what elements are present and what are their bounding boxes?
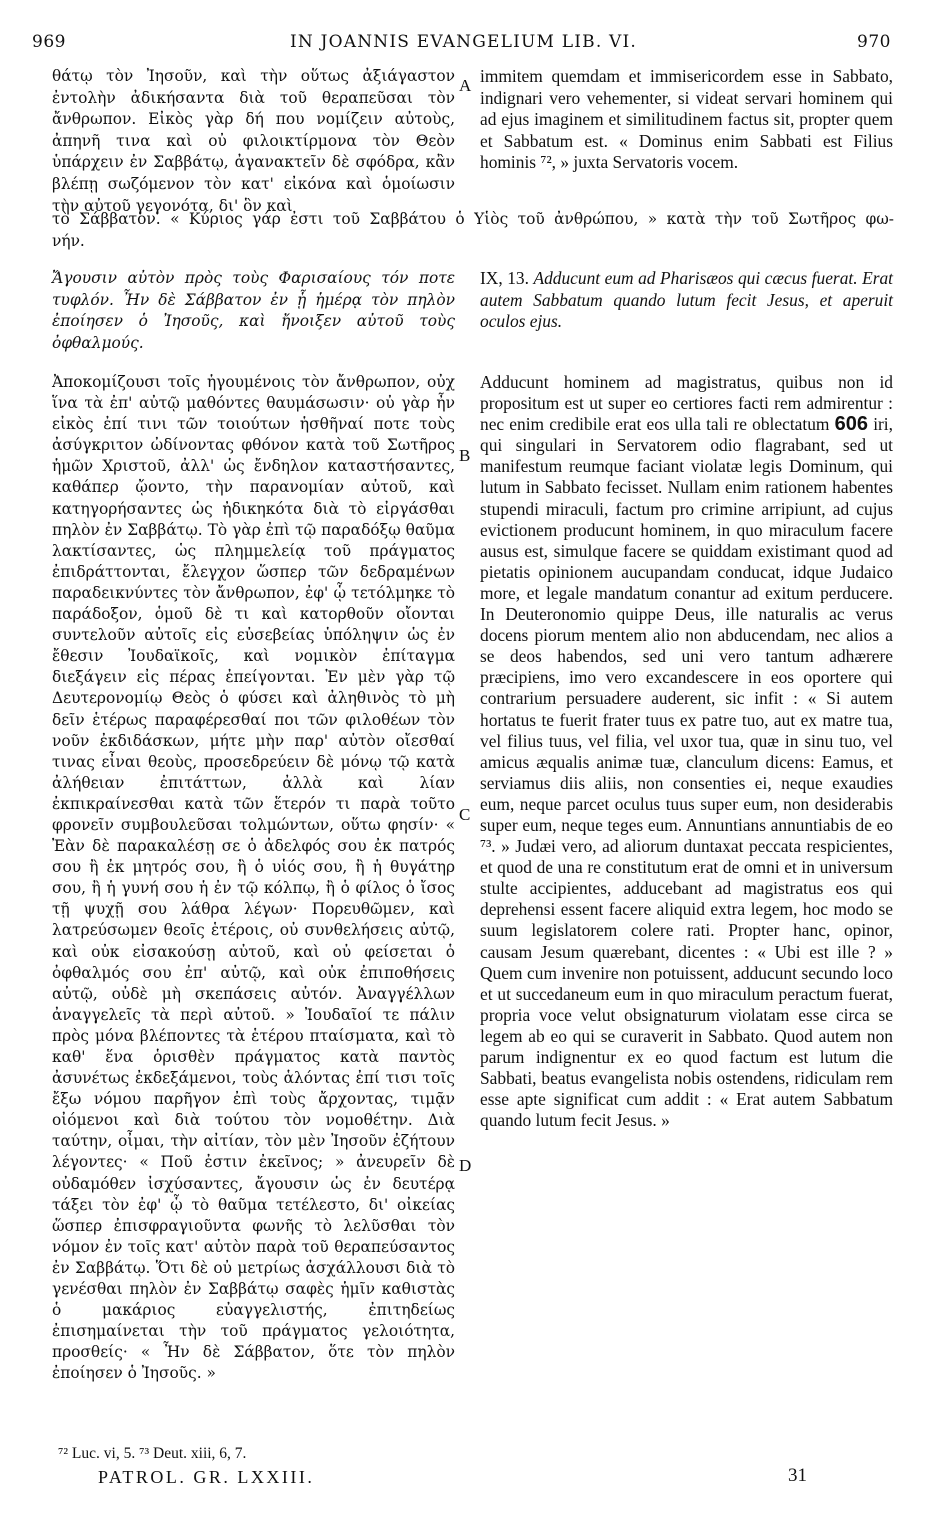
margin-letter-b: B (459, 446, 471, 465)
margin-letter-d: D (459, 1156, 472, 1175)
greek-commentary: Ἀποκομίζουσι τοῖς ἡγουμένοις τὸν ἄνθρωπον, οὐχ ἵνα τὰ ἐπ' αὐτῷ μαθόντες θαυμάσωσιν· οὐ γὰρ ἦν εἰκὸς ἐπί τινι τῶν τοιούτων ἡσθῆναί ποτε τοὺς ἀσύγκριτον ὠδίνοντας φθόνον κατὰ τοῦ Σωτῆρος ἡμῶν Χριστοῦ, ἀλλ' ὡς ἔνδηλον καταστήσαντες, καθάπερ ᾤοντο, τὴν παρανομίαν αὐτοῦ, καὶ κατηγορήσαντες ὡς ἠδικηκότα διὰ τὸ εἰργάσθαι πηλὸν ἐν Σαββάτῳ. Τὸ γὰρ ἐπὶ τῷ παραδόξῳ θαῦμα λακτίσαντες, ὡς πλημμελείᾳ τοῦ πράγματος ἐπιδράττονται, ἔλεγχον ὥσπερ τῶν δεδραμένων παραδεικνύντες τὸν ἄνθρωπον, ἐφ' ᾧ τετόλμηκε τὸ παράδοξον, ὁμοῦ δὲ τι καὶ κατορθοῦν οἴονται συντελοῦν αὐτοῖς εἰς εὐσεβείας ὑπόληψιν ὡς ἐν ἔθεσιν Ἰουδαϊκοῖς, καὶ νομικὸν ἐπίταγμα διεξάγειν εἰς πέρας ἐπείγονται. Ἐν μὲν γὰρ τῷ Δευτερονομίῳ Θεὸς ὁ φύσει καὶ ἀληθινὸς τὸ μὴ δεῖν ἑτέρως παραφέρεσθαί ποι τῶν φιλοθέων τὸν νοῦν ἐκδιδάσκων, μήτε μὴν παρ' αὐτὸν οἴεσθαί τινας εἶναι θεοὺς, προσεδρεύειν δὲ μόνῳ τῷ κατὰ ἀλήθειαν ἐπιτάττων, ἀλλὰ καὶ λίαν ἐκπικραίνεσθαι κατὰ τῶν ἕτερόν τι παρὰ τοῦτο φρονεῖν συμβουλεῦσαι τολμώντων, οὕτω φησίν· « Ἐὰν δὲ παρακαλέσῃ σε ὁ ἀδελφός σου ἐκ πατρός σου ἢ ἐκ μητρός σου, ἢ ὁ υἱός σου, ἢ ἡ θυγάτηρ σου, ἢ ἡ γυνή σου ἡ ἐν τῷ κόλπῳ, ἢ ὁ φίλος ὁ ἴσος τῇ ψυχῇ σου λάθρα λέγων· Πορευθῶμεν, καὶ λατρεύσωμεν θεοῖς ἑτέροις, οὐ συνθελήσεις αὐτῷ, καὶ οὐκ εἰσακούσῃ αὐτοῦ, καὶ οὐ φείσεται ὁ ὀφθαλμός σου ἐπ' αὐτῷ, καὶ οὐκ ἐπιποθήσεις αὐτῷ, οὐδὲ μὴ σκεπάσεις αὐτόν. Ἀναγγέλλων ἀναγγελεῖς τὰ περὶ αὐτοῦ. » Ἰουδαῖοί τε πάλιν πρὸς μόνα βλέποντες τὰ ἑτέρου πταίσματα, καὶ τὸ καθ' ἕνα ὁρισθὲν πράγματος κατὰ παντὸς ἀσυνέτως ἐκδεξάμενοι, τοὺς ἁλόντας ἐπί τισι τοῖς ἔξω νόμου παρῆγον ἐπὶ τοὺς ἄρχοντας, τιμᾷν οἰόμενοι καὶ διὰ τούτου τὸν νομοθέτην. Διὰ ταύτην, οἶμαι, τὴν αἰτίαν, τὸν μὲν Ἰησοῦν ἐζήτουν λέγοντες· « Ποῦ ἐστιν ἐκεῖνος; » ἀνευρεῖν δὲ οὐδαμόθεν ἰσχύσαντες, ἄγουσιν ὡς ἐν δευτέρᾳ τάξει τὸν ἐφ' ᾧ τὸ θαῦμα τετέλεστο, δι' οἰκείας ὥσπερ ἐπισφραγιοῦντα φωνῆς τὸ λελῦσθαι τὸν νόμον ἐν τοῖς κατ' αὐτὸν παρὰ τοῦ θεραπεύσαντος ἐν Σαββάτῳ. Ὅτι δὲ οὐ μετρίως ἀσχάλλουσι διὰ τὸ γενέσθαι πηλὸν ἐν Σαββάτῳ σαφὲς ἡμῖν καθιστὰς ὁ μακάριος εὐαγγελιστής, ἐπιτηδείως ἐπισημαίνεται τὴν τοῦ πράγματος γελοιότητα, προσθείς· « Ἦν δὲ Σάββατον, ὅτε τὸν πηλὸν ἐποίησεν ὁ Ἰησοῦς. » (52, 373, 455, 1383)
latin-top-text: immitem quemdam et immisericordem esse in Sabbato, indignari vero vehementer, si videat servari hominem qui ad ejus imaginem et similitudinem factus sit, propter quem et Sabbatum est. « Dominus enim Sabbati est Filius hominis ⁷², » juxta Servatoris vocem. (480, 66, 893, 173)
migne-page-marker: 606 (834, 413, 868, 436)
latin-commentary: Adducunt hominem ad magistratus, quibus non id propositum est ut super eo certiores facti rem admirentur : nec enim credibile erat eos ulla tali re oblectatum 606 iri, qui singulari in Servatorem odio flagrabant, sed ut manifestum reumque faciant violatæ legis Dominum, qui lutum in Sabbato fecisset. Nullam enim rationem habentes stupendi miraculi, factum pro crimine arripiunt, ad cujus evictionem producunt hominem, in quo miraculum facere ausus est, simulque facere se quiddam existimant quod ad pietatis opinionem aucupandam conducat, idque Judaico more, et legale mandatum conantur ad exitum perducere. In Deuteronomio quippe Deus, ille naturalis ac verus docens piorum mentem alio non abducendam, nec alios a se deos habendos, sed uni vero tantum adhærere præcipiens, imo vero excandescere in eos oportere qui contrarium persuadere auderent, sic infit : « Si autem hortatus te fuerit frater tuus ex patre tuo, aut ex matre tua, vel filius tuus, vel filia, vel uxor tua, quæ in sinu tuo, vel amicus æqualis animæ tuæ, clanculum dicens: Eamus, et serviamus diis aliis, non consenties ei, neque exaudies eum, neque parcet oculus tuus super eum, non desiderabis super eum, neque teges eum. Annuntians annuntiabis de eo ⁷³. » Judæi vero, ad aliorum duntaxat peccata respicientes, et quod de una re constitutum erat de omni et in universum stulte accipientes, adducebant ad magistratus eos qui deprehensi essent facere aliquid extra legem, hoc modo se suum legislatorem colere rati. Propter hanc, opinor, causam Jesum quærebant, dicentes : « Ubi est ille ? » Quem cum invenire non potuissent, adducunt secundo loco et ut succedaneum eum in quo miraculum peractum fuerat, propria voce velut obsignaturum violatam esse circa se legem ab eo qui se curaverit in Sabbato. Quod autem non parum indignentur ex eo quod factum est lutum die Sabbati, beatus evangelista nobis ostendens, ridiculam rem esse apte significat cum addit : « Erat autem Sabbatum quando lutum fecit Jesus. » (480, 372, 893, 1131)
margin-letter-a: A (459, 76, 472, 95)
verse-reference: IX, 13. (480, 268, 529, 288)
left-page-number: 969 (32, 32, 66, 52)
footnotes: ⁷² Luc. vi, 5. ⁷³ Deut. xiii, 6, 7. (58, 1445, 247, 1462)
greek-top-text: θάτῳ τὸν Ἰησοῦν, καὶ τὴν οὕτως ἀξιάγαστον ἐντολὴν ἀδικήσαντα διὰ τοῦ θεραπεῦσαι τὸν ἄνθρωπον. Εἰκὸς γὰρ δή που νομίζειν αὐτοὺς, ἀπηνῆ τινα καὶ οὐ φιλοικτίρμονα τὸν Θεὸν ὑπάρχειν ἐν Σαββάτῳ, ἀγανακτεῖν δὲ σφόδρα, κἂν βλέπῃ σωζόμενον τὸν κατ' εἰκόνα καὶ ὁμοίωσιν τὴν αὐτοῦ γεγονότα, δι' ὃν καὶ (52, 67, 455, 215)
signature-mark: 31 (788, 1465, 807, 1486)
greek-lemma: Ἄγουσιν αὐτὸν πρὸς τοὺς Φαρισαίους τόν ποτε τυφλόν. Ἦν δὲ Σάββατον ἐν ᾗ ἡμέρᾳ τὸν πηλὸν ἐποίησεν ὁ Ἰησοῦς, καὶ ἤνοιξεν αὐτοῦ τοὺς ὀφθαλμούς. (52, 269, 455, 352)
series-imprint: PATROL. GR. LXXIII. (98, 1467, 315, 1487)
full-width-line: τὸ Σάββατον. « Κύριος γάρ ἐστι τοῦ Σαββάτου ὁ Υἱὸς τοῦ ἀνθρώπου, » κατὰ τὴν τοῦ Σωτῆρος φω- νήν. (52, 210, 894, 250)
margin-letter-c: C (459, 805, 471, 824)
latin-lemma (480, 268, 893, 333)
latin-lemma-text: Adducunt eum ad Pharisæos qui cæcus fuerat. Erat autem Sabbatum quando lutum fecit Jesus, et aperuit oculos ejus. (480, 268, 893, 332)
right-page-number: 970 (857, 32, 891, 52)
running-title: IN JOANNIS EVANGELIUM LIB. VI. (289, 32, 638, 52)
